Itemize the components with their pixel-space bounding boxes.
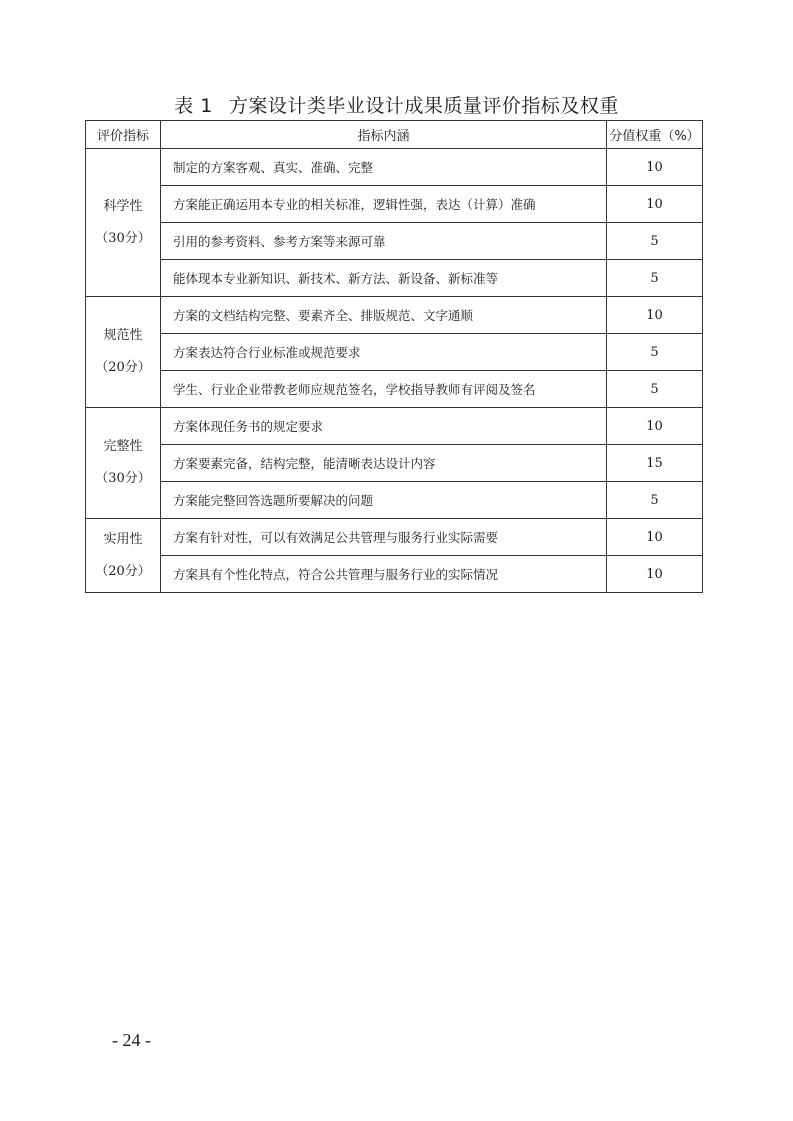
header-indicator: 评价指标 — [86, 121, 161, 149]
header-content: 指标内涵 — [161, 121, 607, 149]
indicator-content: 引用的参考资料、参考方案等来源可靠 — [161, 223, 607, 260]
table-row — [86, 482, 703, 519]
header-weight: 分值权重（%） — [607, 121, 703, 149]
indicator-weight: 5 — [607, 334, 703, 371]
indicator-content: 方案能完整回答选题所要解决的问题 — [161, 482, 607, 519]
table-title-text: 方案设计类毕业设计成果质量评价指标及权重 — [228, 95, 619, 117]
indicator-weight: 5 — [607, 371, 703, 408]
category-name: 科学性 — [103, 198, 143, 214]
table-row — [86, 371, 703, 408]
indicator-content: 能体现本专业新知识、新技术、新方法、新设备、新标准等 — [161, 260, 607, 297]
category-cell — [86, 519, 161, 593]
category-name: 完整性 — [103, 439, 143, 454]
table-row — [86, 556, 703, 593]
indicator-content: 方案体现任务书的规定要求 — [161, 408, 607, 445]
indicator-weight: 10 — [607, 297, 703, 334]
indicator-weight: 10 — [607, 149, 703, 186]
table-row — [86, 297, 703, 334]
indicator-weight: 10 — [607, 408, 703, 445]
indicator-content: 方案的文档结构完整、要素齐全、排版规范、文字通顺 — [161, 297, 607, 334]
table-row — [86, 223, 703, 260]
table-title — [0, 91, 793, 118]
category-score: （20分） — [95, 563, 151, 579]
table-row — [86, 149, 703, 186]
indicator-content: 制定的方案客观、真实、准确、完整 — [161, 149, 607, 186]
indicator-weight: 5 — [607, 482, 703, 519]
category-cell — [86, 297, 161, 408]
table-row — [86, 519, 703, 556]
table-row — [86, 334, 703, 371]
category-name: 规范性 — [103, 328, 143, 343]
indicator-weight: 10 — [607, 519, 703, 556]
table-row — [86, 260, 703, 297]
page-number: - 24 - — [112, 1030, 151, 1050]
evaluation-table — [85, 120, 703, 593]
indicator-weight: 5 — [607, 260, 703, 297]
table-number: 表 1 — [174, 95, 213, 117]
indicator-content: 学生、行业企业带教老师应规范签名，学校指导教师有评阅及签名 — [161, 371, 607, 408]
table-row — [86, 445, 703, 482]
table-header-row — [86, 121, 703, 149]
category-name: 实用性 — [103, 531, 143, 547]
table-row — [86, 408, 703, 445]
category-score: （30分） — [95, 471, 151, 486]
category-score: （30分） — [95, 230, 151, 246]
indicator-weight: 15 — [607, 445, 703, 482]
indicator-weight: 10 — [607, 186, 703, 223]
category-cell — [86, 408, 161, 519]
category-score: （20分） — [95, 360, 151, 375]
table-row — [86, 186, 703, 223]
indicator-weight: 5 — [607, 223, 703, 260]
indicator-content: 方案具有个性化特点，符合公共管理与服务行业的实际情况 — [161, 556, 607, 593]
indicator-content: 方案要素完备，结构完整，能清晰表达设计内容 — [161, 445, 607, 482]
indicator-content: 方案有针对性，可以有效满足公共管理与服务行业实际需要 — [161, 519, 607, 556]
indicator-content: 方案表达符合行业标准或规范要求 — [161, 334, 607, 371]
category-cell — [86, 149, 161, 297]
indicator-weight: 10 — [607, 556, 703, 593]
indicator-content: 方案能正确运用本专业的相关标准，逻辑性强，表达（计算）准确 — [161, 186, 607, 223]
